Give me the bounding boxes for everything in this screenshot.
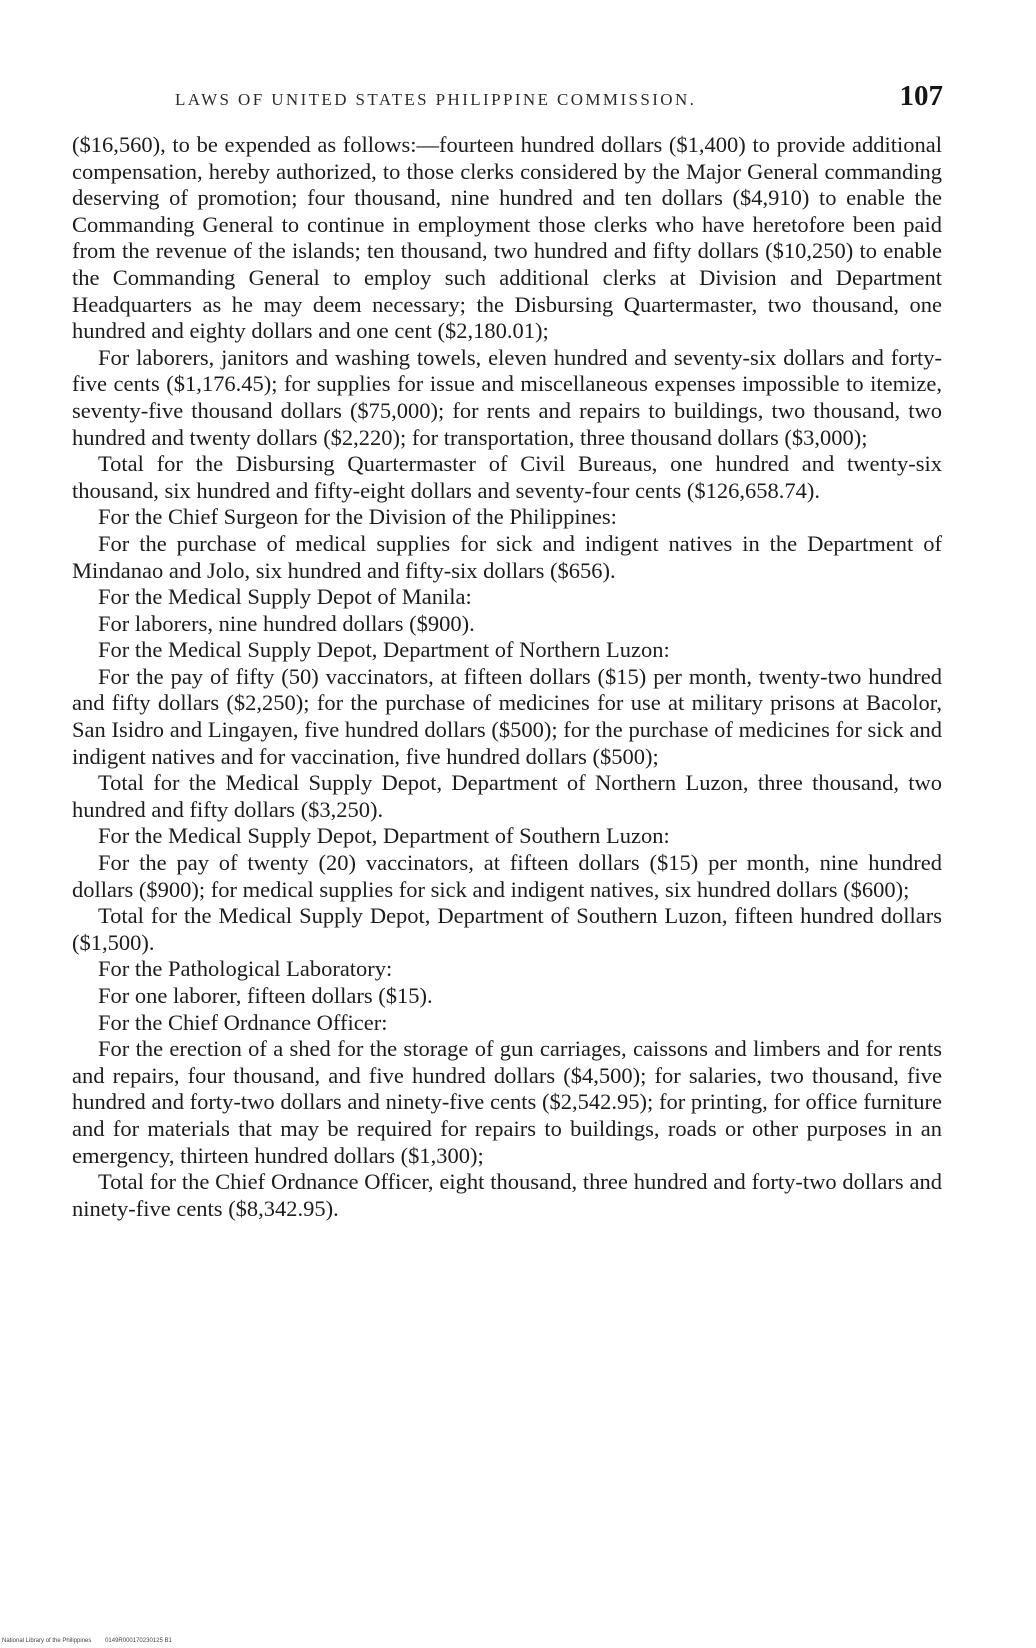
paragraph: Total for the Medical Supply Depot, Department of Southern Luzon, fifteen hundred dollars ($1,500).	[72, 903, 942, 955]
page-number: 107	[899, 80, 943, 112]
paragraph: For the Medical Supply Depot, Department of Southern Luzon:	[98, 823, 670, 849]
scan-identifier: 0149R000170230125 B1	[105, 1638, 172, 1644]
paragraph: For the Chief Ordnance Officer:	[98, 1009, 388, 1035]
running-head: LAWS OF UNITED STATES PHILIPPINE COMMISSION.	[175, 90, 697, 109]
paragraph: For laborers, nine hundred dollars ($900).	[98, 610, 475, 636]
body-text	[72, 132, 942, 1222]
paragraph: For the Pathological Laboratory:	[98, 956, 393, 982]
paragraph: For the Medical Supply Depot, Department of Northern Luzon:	[98, 637, 670, 663]
library-credit: National Library of the Philippines	[2, 1638, 92, 1644]
paragraph: Total for the Disbursing Quartermaster of Civil Bureaus, one hundred and twenty-six thousand, six hundred and fifty-eight dollars and seventy-four cents ($126,658.74).	[72, 451, 942, 503]
paragraph: For one laborer, fifteen dollars ($15).	[98, 983, 433, 1008]
paragraph: Total for the Medical Supply Depot, Department of Northern Luzon, three thousand, two hundred and fifty dollars ($3,250).	[72, 770, 942, 822]
paragraph: Total for the Chief Ordnance Officer, eight thousand, three hundred and forty-two dollars and ninety-five cents ($8,342.95).	[72, 1169, 942, 1221]
paragraph: For the purchase of medical supplies for sick and indigent natives in the Department of Mindanao and Jolo, six hundred and fifty-six dollars ($656).	[72, 530, 942, 583]
paragraph: For the pay of twenty (20) vaccinators, at fifteen dollars ($15) per month, nine hundred dollars ($900); for medical supplies for sick and indigent natives, six hundred dollars ($600);	[72, 850, 942, 902]
paragraph: For the erection of a shed for the storage of gun carriages, caissons and limbers and for rents and repairs, four thousand, and five hundred dollars ($4,500); for salaries, two thousand, five hundred and forty-two dollars and ninety-five cents ($2,542.95); for printing, for office furniture and for materials that may be required for repairs to buildings, roads or other purposes in an emergency, thirteen hundred dollars ($1,300);	[72, 1036, 942, 1168]
paragraph: For the Medical Supply Depot of Manila:	[98, 584, 472, 610]
paragraph: For the pay of fifty (50) vaccinators, at fifteen dollars ($15) per month, twenty-two hundred and fifty dollars ($2,250); for the purchase of medicines for use at military prisons at Bacolor, San Isidro and Lingayen, five hundred dollars ($500); for the purchase of medicines for sick and indigent natives and for vaccination, five hundred dollars ($500);	[72, 663, 942, 769]
paragraph: ($16,560), to be expended as follows:—fourteen hundred dollars ($1,400) to provide additional compensation, hereby authorized, to those clerks considered by the Major General commanding deserving of promotion; four thousand, nine hundred and ten dollars ($4,910) to enable the Commanding General to continue in employment those clerks who have heretofore been paid from the revenue of the islands; ten thousand, two hundred and fifty dollars ($10,250) to enable the Commanding General to employ such additional clerks at Division and Department Headquarters as he may deem necessary; the Disbursing Quartermaster, two thousand, one hundred and eighty dollars and one cent ($2,180.01);	[72, 132, 942, 344]
scan-footer	[2, 1638, 172, 1644]
paragraph: For the Chief Surgeon for the Division of the Philippines:	[98, 504, 617, 530]
page-header	[175, 80, 943, 120]
paragraph: For laborers, janitors and washing towels, eleven hundred and seventy-six dollars and forty-five cents ($1,176.45); for supplies for issue and miscellaneous expenses impossible to itemize, seventy-five thousand dollars ($75,000); for rents and repairs to buildings, two thousand, two hundred and twenty dollars ($2,220); for transportation, three thousand dollars ($3,000);	[72, 344, 942, 450]
